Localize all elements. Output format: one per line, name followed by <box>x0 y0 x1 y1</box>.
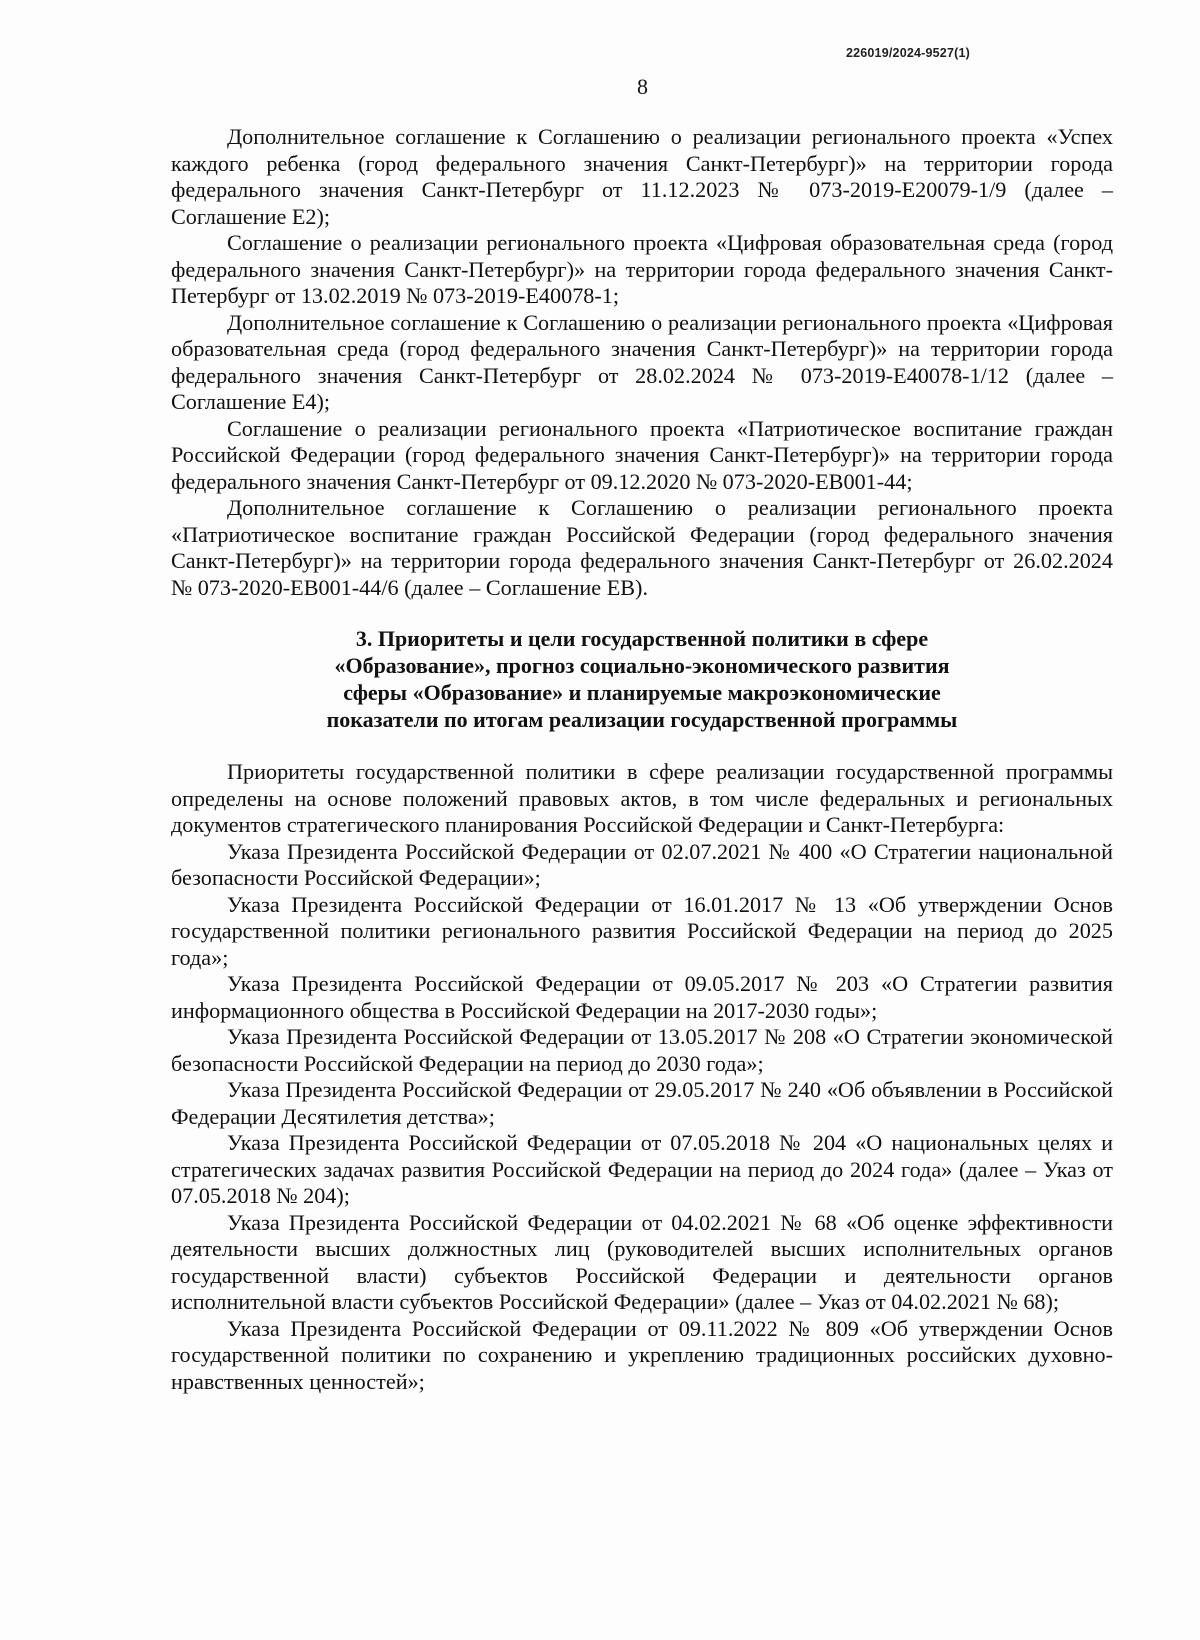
decree-paragraph: Указа Президента Российской Федерации от 13.05.2017 № 208 «О Стратегии экономической безопасности Российской Федерации на период до 2030 года»; <box>171 1024 1113 1076</box>
page-number: 8 <box>637 74 648 99</box>
decree-paragraph: Указа Президента Российской Федерации от 09.05.2017 № 203 «О Стратегии развития информационного общества в Российской Федерации на 2017-2030 годы»; <box>171 971 1113 1023</box>
agreement-paragraph: Дополнительное соглашение к Соглашению о реализации регионального проекта «Успех каждого ребенка (город федерального значения Санкт-Петербург)» на территории города федерального значения Санкт-Петербург от 11.12.2023 № 073-2019-Е20079-1/9 (далее – Соглашение Е2); <box>171 124 1113 229</box>
agreement-paragraph: Дополнительное соглашение к Соглашению о реализации регионального проекта «Цифровая образовательная среда (город федерального значения Санкт-Петербург)» на территории города федерального значения Санкт-Петербург от 28.02.2024 № 073-2019-Е40078-1/12 (далее – Соглашение Е4); <box>171 309 1113 414</box>
section-heading <box>262 625 1022 733</box>
section-heading-line: 3. Приоритеты и цели государственной политики в сфере <box>355 626 929 651</box>
section-heading-line: «Образование», прогноз социально-экономического развития <box>334 653 950 678</box>
section-intro-paragraph: Приоритеты государственной политики в сфере реализации государственной программы определены на основе положений правовых актов, в том числе федеральных и региональных документов стратегического планирования Российской Федерации и Санкт-Петербурга: <box>171 759 1113 837</box>
decree-paragraph: Указа Президента Российской Федерации от 07.05.2018 № 204 «О национальных целях и стратегических задачах развития Российской Федерации на период до 2024 года» (далее – Указ от 07.05.2018 № 204); <box>171 1130 1113 1208</box>
decree-paragraph: Указа Президента Российской Федерации от 16.01.2017 № 13 «Об утверждении Основ государственной политики регионального развития Российской Федерации на период до 2025 года»; <box>171 891 1113 970</box>
document-registration-number: 226019/2024-9527(1) <box>845 46 970 60</box>
decree-paragraph: Указа Президента Российской Федерации от 29.05.2017 № 240 «Об объявлении в Российской Федерации Десятилетия детства»; <box>171 1077 1113 1129</box>
agreement-paragraph: Соглашение о реализации регионального проекта «Патриотическое воспитание граждан Российской Федерации (город федерального значения Санкт-Петербург)» на территории города федерального значения Санкт-Петербург от 09.12.2020 № 073-2020-ЕВ001-44; <box>171 415 1113 494</box>
section-heading-line: показатели по итогам реализации государственной программы <box>326 707 958 732</box>
decree-paragraph: Указа Президента Российской Федерации от 02.07.2021 № 400 «О Стратегии национальной безопасности Российской Федерации»; <box>171 838 1113 890</box>
agreements-list <box>171 124 1113 601</box>
agreement-paragraph: Соглашение о реализации регионального проекта «Цифровая образовательная среда (город федерального значения Санкт-Петербург)» на территории города федерального значения Санкт-Петербург от 13.02.2019 № 073-2019-Е40078-1; <box>171 230 1113 308</box>
section-heading-line: сферы «Образование» и планируемые макроэкономические <box>343 680 941 705</box>
document-body <box>171 124 1113 1395</box>
decrees-list <box>171 839 1113 1396</box>
decree-paragraph: Указа Президента Российской Федерации от 09.11.2022 № 809 «Об утверждении Основ государственной политики по сохранению и укреплению традиционных российских духовно-нравственных ценностей»; <box>171 1315 1113 1394</box>
decree-paragraph: Указа Президента Российской Федерации от 04.02.2021 № 68 «Об оценке эффективности деятельности высших должностных лиц (руководителей высших исполнительных органов государственной власти) субъектов Российской Федерации и деятельности органов исполнительной власти субъектов Российской Федерации» (далее – Указ от 04.02.2021 № 68); <box>171 1209 1113 1314</box>
agreement-paragraph: Дополнительное соглашение к Соглашению о реализации регионального проекта «Патриотическое воспитание граждан Российской Федерации (город федерального значения Санкт-Петербург)» на территории города федерального значения Санкт-Петербург от 26.02.2024 № 073-2020-ЕВ001-44/6 (далее – Соглашение ЕВ). <box>171 495 1113 600</box>
